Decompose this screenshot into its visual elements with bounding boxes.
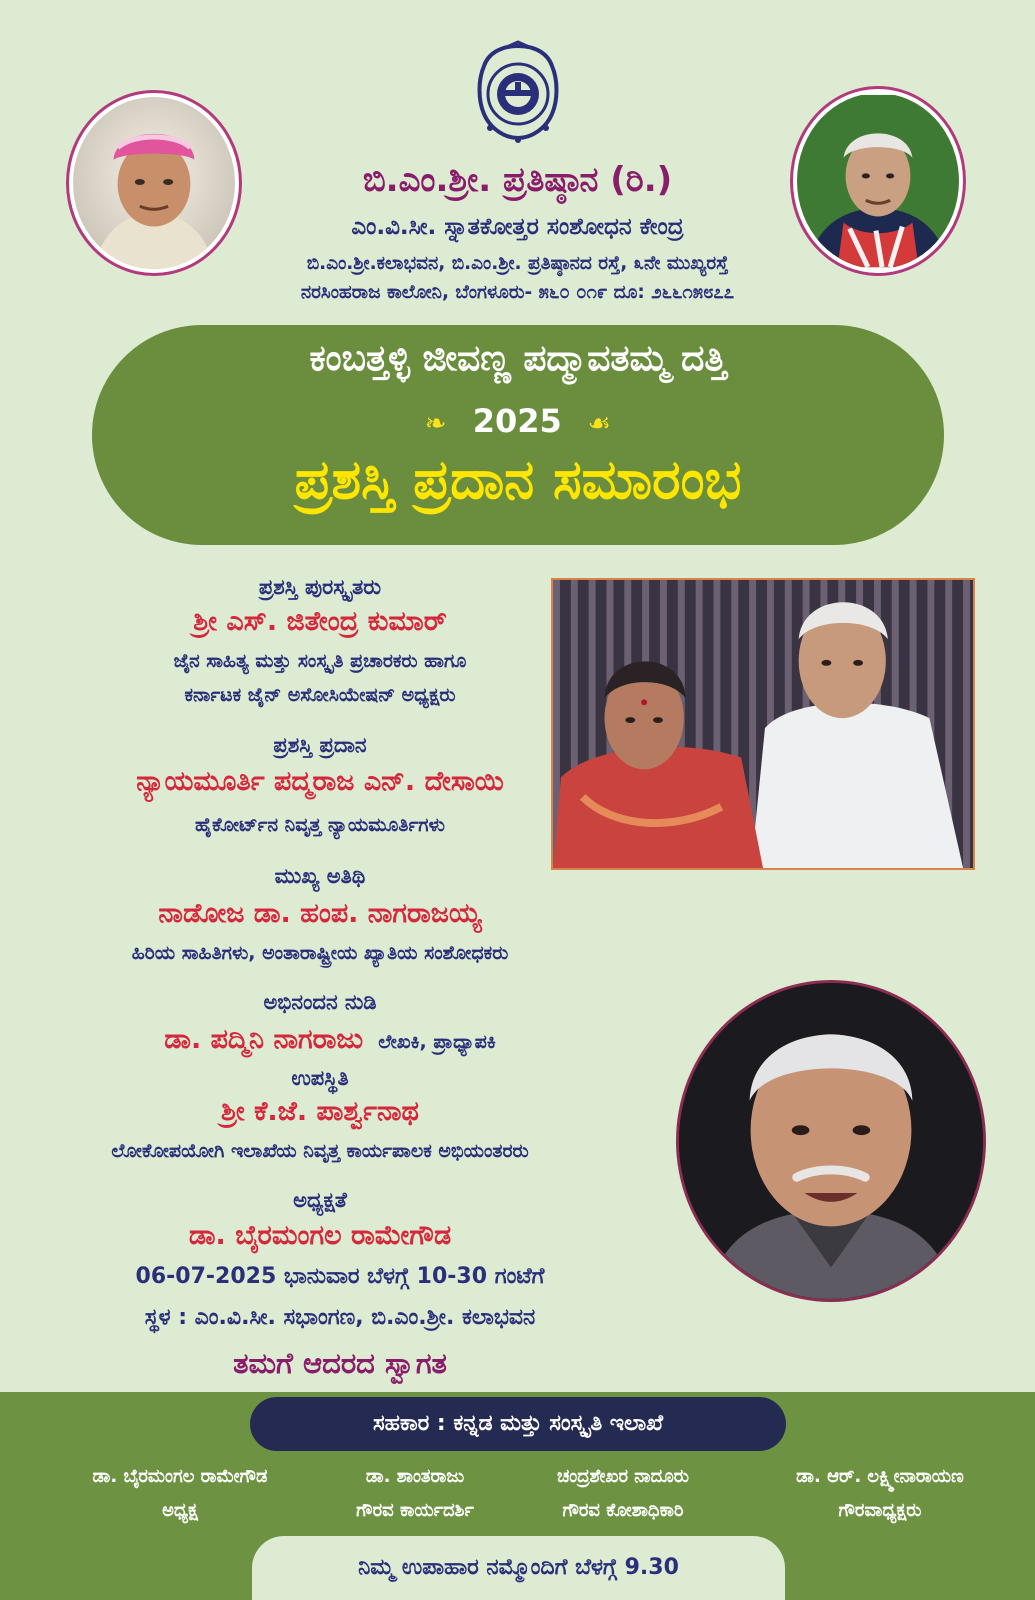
address-line-1: ಬಿ.ಎಂ.ಶ್ರೀ.ಕಲಾಭವನ, ಬಿ.ಎಂ.ಶ್ರೀ. ಪ್ರತಿಷ್ಠಾನದ ರಸ್ತೆ, ೩ನೇ ಮುಖ್ಯರಸ್ತೆ: [306, 253, 729, 274]
presenter-label: ಪ್ರಶಸ್ತಿ ಪ್ರದಾನ: [273, 733, 367, 757]
event-venue: ಸ್ಥಳ : ಎಂ.ವಿ.ಸೀ. ಸಭಾಂಗಣ, ಬಿ.ಎಂ.ಶ್ರೀ. ಕಲಾಭವನ: [144, 1305, 536, 1330]
felicitation-name: ಡಾ. ಪದ್ಮಿನಿ ನಾಗರಾಜು: [164, 1024, 364, 1055]
awardee-desc-2: ಕರ್ನಾಟಕ ಜೈನ್ ಅಸೋಸಿಯೇಷನ್ ಅಧ್ಯಕ್ಷರು: [184, 684, 456, 706]
address-line-2: ನರಸಿಂಹರಾಜ ಕಾಲೋನಿ, ಬೆಂಗಳೂರು- ೫೬೦ ೦೧೯ ದೂ: ೨೬೬೧೫೮೭೭: [300, 282, 735, 303]
couple-photo: [551, 578, 975, 870]
presence-desc: ಲೋಕೋಪಯೋಗಿ ಇಲಾಖೆಯ ನಿವೃತ್ತ ಕಾರ್ಯಪಾಲಕ ಅಭಿಯಂತರರು: [111, 1140, 529, 1162]
event-datetime: 06-07-2025 ಭಾನುವಾರ ಬೆಳಗ್ಗೆ 10-30 ಗಂಟೆಗೆ: [135, 1264, 545, 1289]
presence-label: ಉಪಸ್ಥಿತಿ: [291, 1066, 349, 1090]
official-role-1: ಅಧ್ಯಕ್ಷ: [162, 1500, 198, 1521]
chief-guest-label: ಮುಖ್ಯ ಅತಿಥಿ: [274, 864, 366, 888]
refreshment-note: ನಿಮ್ಮ ಉಪಾಹಾರ ನಮ್ಮೊಂದಿಗೆ ಬೆಳಗ್ಗೆ 9.30: [252, 1536, 785, 1600]
awardee-desc-1: ಜೈನ ಸಾಹಿತ್ಯ ಮತ್ತು ಸಂಸ್ಕೃತಿ ಪ್ರಚಾರಕರು ಹಾಗೂ: [173, 650, 467, 672]
presence-name: ಶ್ರೀ ಕೆ.ಜೆ. ಪಾರ್ಶ್ವನಾಥ: [221, 1096, 419, 1127]
awardee-name: ಶ್ರೀ ಎಸ್. ಜಿತೇಂದ್ರ ಕುಮಾರ್: [193, 606, 447, 637]
felicitation-label: ಅಭಿನಂದನ ನುಡಿ: [263, 990, 377, 1014]
chief-guest-name: ನಾಡೋಜ ಡಾ. ಹಂಪ. ನಾಗರಾಜಯ್ಯ: [158, 898, 482, 929]
official-name-2: ಡಾ. ಶಾಂತರಾಜು: [365, 1466, 465, 1487]
official-role-3: ಗೌರವ ಕೋಶಾಧಿಕಾರಿ: [562, 1500, 684, 1521]
portrait-right-scarf-man: [790, 86, 966, 276]
presenter-desc: ಹೈಕೋರ್ಟ್‌ನ ನಿವೃತ್ತ ನ್ಯಾಯಮೂರ್ತಿಗಳು: [195, 814, 445, 836]
ornament-left-icon: ❧: [424, 409, 447, 439]
ornament-right-icon: ☙: [587, 409, 612, 439]
official-role-2: ಗೌರವ ಕಾರ್ಯದರ್ಶಿ: [356, 1500, 474, 1521]
banner-year: 2025: [472, 402, 562, 440]
portrait-left-turban-man: [66, 90, 242, 276]
banner-year-row: [92, 402, 944, 440]
chair-label: ಅಧ್ಯಕ್ಷತೆ: [293, 1188, 347, 1212]
organization-name: ಬಿ.ಎಂ.ಶ್ರೀ. ಪ್ರತಿಷ್ಠಾನ (ರಿ.): [362, 160, 673, 200]
organization-subtitle: ಎಂ.ವಿ.ಸೀ. ಸ್ನಾತಕೋತ್ತರ ಸಂಶೋಧನ ಕೇಂದ್ರ: [351, 214, 684, 240]
felicitation-row: [40, 1024, 620, 1056]
chair-name: ಡಾ. ಬೈರಮಂಗಲ ರಾಮೇಗೌಡ: [188, 1220, 452, 1251]
chief-guest-desc: ಹಿರಿಯ ಸಾಹಿತಿಗಳು, ಅಂತಾರಾಷ್ಟ್ರೀಯ ಖ್ಯಾತಿಯ ಸಂಶೋಧಕರು: [131, 942, 509, 964]
sponsor-pill: ಸಹಕಾರ : ಕನ್ನಡ ಮತ್ತು ಸಂಸ್ಕೃತಿ ಇಲಾಖೆ: [250, 1397, 786, 1451]
institution-emblem-icon: [470, 40, 566, 144]
event-title: ಪ್ರಶಸ್ತಿ ಪ್ರದಾನ ಸಮಾರಂಭ: [294, 448, 742, 511]
official-role-4: ಗೌರವಾಧ್ಯಕ್ಷರು: [838, 1500, 922, 1521]
endowment-name: ಕಂಬತ್ತಳ್ಳಿ ಜೀವಣ್ಣ ಪದ್ಮಾವತಮ್ಮ ದತ್ತಿ: [309, 338, 727, 379]
official-name-1: ಡಾ. ಬೈರಮಂಗಲ ರಾಮೇಗೌಡ: [92, 1466, 268, 1487]
awardee-label: ಪ್ರಶಸ್ತಿ ಪುರಸ್ಕೃತರು: [258, 575, 382, 599]
official-name-4: ಡಾ. ಆರ್. ಲಕ್ಷ್ಮೀನಾರಾಯಣ: [796, 1466, 964, 1487]
felicitation-desc: ಲೇಖಕಿ, ಪ್ರಾಧ್ಯಾಪಕಿ: [378, 1031, 496, 1053]
welcome-text: ತಮಗೆ ಆದರದ ಸ್ವಾಗತ: [233, 1346, 447, 1380]
official-name-3: ಚಂದ್ರಶೇಖರ ನಾದೂರು: [556, 1466, 690, 1487]
elderly-man-photo: [676, 980, 986, 1302]
presenter-name: ನ್ಯಾಯಮೂರ್ತಿ ಪದ್ಮರಾಜ ಎನ್. ದೇಸಾಯಿ: [136, 766, 504, 797]
